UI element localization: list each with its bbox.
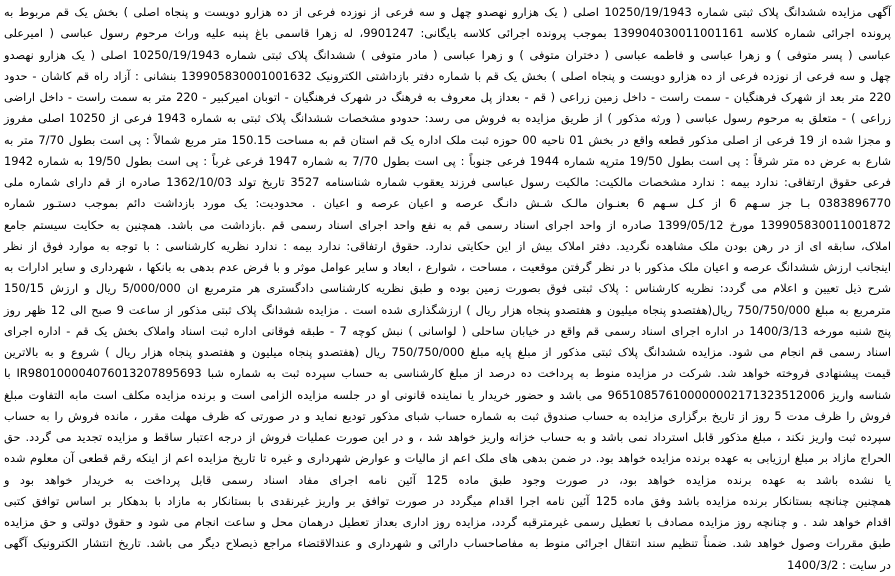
notice-line: 139905830011001872 مورخ 1399/05/12 صادره از واحد اجرای اسناد رسمی قم به نفع واحد اجرای اسناد رسمی قم .بازداشت می باشد. همچنین به حکایت سیستم جامع (4, 217, 891, 232)
notice-line: سپرده ثبت واریز نکند ، مبلغ مذکور قابل استرداد نمی باشد و به حساب خزانه واریز خواهد شد ، و در این صورت عملیات فروش از درجه اعتبار ساقط و مزایده تجدید می گردد. حق (4, 430, 891, 444)
notice-line: قیمت پیشنهادی فروخته خواهد شد. شرکت در مزایده منوط به پرداخت ده درصد از مبلغ کارشناسی به حساب سپرده ثبت به شماره شبا IR980100004076013207895693 با (4, 366, 892, 381)
notice-line: مترمربع به مبلغ 750/750/000 ریال(هفتصدو پنجاه میلیون و هفتصدو پنجاه هزار ریال ) ارزشگذاری شده است . مزایده ششدانگ پلاک ثبتی مذکور از ساعت 9 صبح الی 12 ظهر روز (4, 302, 891, 317)
notice-line: در سایت : 1400/3/2 (787, 557, 891, 572)
notice-line: املاک، سابقه ای از در رهن بودن ملک مشاهده نگردید. دفتر املاک بیش از این حکایتی ندارد. حقوق ارتفاقی: ندارد بیمه : ندارد نظریه کارشناسی : با توجه به موارد فوق از نظر (4, 238, 891, 253)
notice-line: زراعی ) - متعلق به مرحوم رسول عباسی ( ورثه مذکور ) از طریق مزایده به فروش می رسد: حدودو مشخصات ششدانگ پلاک ثبتی به شماره 1943 فرعی از 10250 اصلی مفروز (4, 111, 891, 126)
notice-line: آگهی مزایده ششدانگ پلاک ثبتی شماره 10250/19/1943 اصلی ( یک هزارو نهصدو چهل و سه فرعی از نوزده فرعی از ده هزارو دویست و پنجاه اصلی ) بخش یک قم مربوط به (4, 5, 891, 19)
notice-line: اسناد رسمی قم انجام می شود. مزایده ششدانگ پلاک ثبتی مذکور از مبلغ پایه مبلغ 750/750/000 ریال (هفتصدو پنجاه میلیون و هفتصدو پنجاه هزار ریال ) شروع و به بالاترین (4, 345, 891, 359)
notice-line: شارع به عرض ده متر شرقاً : پی است بطول 19/50 مترپه شماره 1944 فرعی جنوباً : پی است بطول 7/70 به شماره 1947 فرعی غرباً : پی است بطول 19/50 به شماره 1942 (4, 153, 892, 168)
notice-line: عباسی ( پسر متوفی ) و زهرا عباسی و فاطمه عباسی ( دختران متوفی ) و زهرا عباسی ( مادر متوفی ) ششدانگ پلاک ثبتی شماره 10250/19/1943 اصلی ( یک هزارو نهصدو (4, 47, 891, 62)
notice-line: پرونده اجرائی شماره کلاسه 139904030011001161 بموجب پرونده اجرائی کلاسه بایگانی: 9901247، له زهرا قاسمی باغ پنبه علیه وراث مرحوم رسول عباسی ( امیرعلی (4, 26, 891, 41)
notice-line: یا نشده باشد به عهده برنده مزایده خواهد بود، در صورت وجود طبق ماده 125 آئین نامه اجرای مفاد اسناد رسمی قابل پرداخت به خریدار خواهد بود و (4, 472, 891, 487)
notice-line: شرح ذیل تعیین و اعلام می گردد: نظریه کارشناس : پلاک ثبتی فوق بصورت زمین بوده و طبق نظریه کارشناسی دادگستری هر مترمربع ان 5/000/000 ریال و ارزش 150/15 (4, 281, 891, 296)
notice-line: همچنین چنانچه بستانکار برنده مزایده باشد وفق ماده 125 آئین نامه اجرا اقدام میگردد در صورت توافق بر واریز غیرنقدی با بستانکار به مازاد با بدهکار بر اساس توافق کتبی (4, 493, 891, 508)
notice-line: اینجانب ارزش ششدانگ عرصه و اعیان ملک مذکور با در نظر گرفتن موقعیت ، مساحت ، شوارع ، ابعاد و سایر عوامل موثر و با فرض عدم بدهی به بانکها ، شهرداری و سایر ادارات به (4, 260, 891, 274)
notice-line: فرعی حقوق ارتفاقی: ندارد بیمه : ندارد مشخصات مالکیت: مالکیت رسول عباسی فرزند یعقوب شماره شناسنامه 3527 تاریخ تولد 1362/10/03 صادره از قم دارای شماره ملی (4, 175, 891, 189)
notice-line: فروش را ظرف مدت 5 روز از تاریخ برگزاری مزایده به حساب صندوق ثبت به شماره حساب شبای مذکور تودیع نماید و در صورتی که ظرف مهلت مقرر ، مانده فروش را به حساب (4, 408, 892, 423)
notice-line: شناسه واریز 965108576100000002171323512006 می باشد و حضور خریدار یا نماینده قانونی او در جلسه مزایده الزامی است و برنده مزایده مکلف است مابه التفاوت مبلغ (4, 387, 891, 402)
notice-line: 0383896770 بـا جز سـهم 6 از کـل سـهم 6 بعنـوان مالـک شـش دانـگ عرصه و اعیان عرصه و اعیان . محدودیت: یک مورد بازداشت دائم بموجب دستـور شماره (4, 196, 891, 211)
notice-line: پنج شنبه مورخه 1400/3/13 در اداره اجرای اسناد رسمی قم واقع در خیابان ساحلی ( لواسانی ) نبش کوچه 7 - طبقه فوقانی اداره ثبت اسناد واملاک بخش یک قم - اداره اجرای (4, 323, 891, 338)
notice-line: چهل و سه فرعی از نوزده فرعی از ده هزارو دویست و پنجاه اصلی ) بخش یک قم با شماره دفتر بازداشتی الکترونیک 139905830001001632 بنشانی : آزاد راه قم کاشان - حدود (4, 68, 891, 83)
notice-line: 220 متر بعد از شهرک فرهنگیان - سمت راست - داخل زمین زراعی ( قم - بعداز پل معروف به فرهنگ در شهرک فرهنگیان - اتوبان امیرکبیر - 220 متر به سمت راست - داخل اراضی (4, 90, 891, 104)
notice-line: الحراج مازاد بر مبلغ ارزیابی به عهده برنده مزایده خواهد بود. در ضمن بدهی های ملک اعم از مالیات و عوارض شهرداری و غیره تا تاریخ مزایده اعم از اینکه رقم قطعی آن معلوم شده (4, 451, 891, 466)
notice-line: اقدام خواهد شد . و چنانچه روز مزایده مصادف با تعطیل رسمی غیرمترقبه گردد، مزایده روز اداری بعداز تعطیل درهمان محل و ساعت انجام می شود و حقوق دولتی و حق مزایده (4, 515, 891, 529)
notice-line: طبق مقررات وصول خواهد شد. ضمناً تنظیم سند انتقال اجرائی منوط به مفاصاحساب دارائی و شهرداری و عندالاقتضاء مراجع ذیصلاح دیگر می باشد. تاریخ انتشار الکترونیک آگهی (4, 536, 891, 551)
notice-line: و مجزا شده از 19 فرعی از اصلی مذکور قطعه واقع در بخش 01 ناحیه 00 حوزه ثبت ملک اداره یک قم استان قم به مساحت 150.15 متر مربع شمالاً : پی است بطول 7/70 متر به (4, 132, 891, 147)
